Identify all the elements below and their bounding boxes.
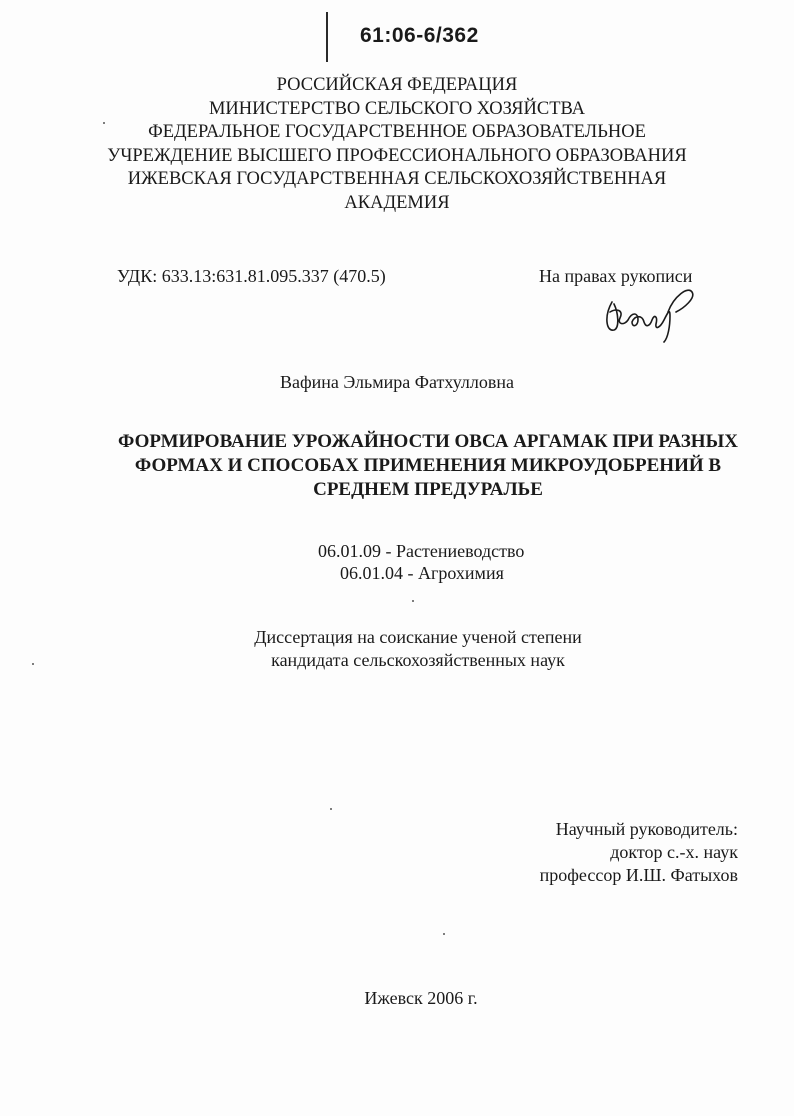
scan-speck: [32, 663, 34, 665]
scan-speck: [412, 600, 414, 602]
margin-line: [326, 12, 328, 62]
title-line: ФОРМАХ И СПОСОБАХ ПРИМЕНЕНИЯ МИКРОУДОБРЕНИЙ В: [134, 455, 722, 476]
degree-line: Диссертация на соискание ученой степени: [254, 627, 582, 647]
specialty-codes: [318, 540, 524, 584]
specialty-line: 06.01.09 - Растениеводство: [318, 541, 525, 561]
dissertation-title: [0, 430, 794, 502]
specialty-line: 06.01.04 - Агрохимия: [340, 563, 504, 583]
organization-line: МИНИСТЕРСТВО СЕЛЬСКОГО ХОЗЯЙСТВА: [208, 98, 586, 119]
title-line: СРЕДНЕМ ПРЕДУРАЛЬЕ: [313, 479, 543, 500]
udk-code: УДК: 633.13:631.81.095.337 (470.5): [117, 266, 386, 286]
organization-line: РОССИЙСКАЯ ФЕДЕРАЦИЯ: [276, 75, 518, 95]
advisor-line: профессор И.Ш. Фатыхов: [539, 865, 738, 885]
organization-line: ИЖЕВСКАЯ ГОСУДАРСТВЕННАЯ СЕЛЬСКОХОЗЯЙСТВЕННАЯ: [127, 169, 667, 189]
scan-speck: [330, 808, 332, 810]
scan-speck: [443, 933, 445, 935]
title-line: ФОРМИРОВАНИЕ УРОЖАЙНОСТИ ОВСА АРГАМАК ПРИ РАЗНЫХ: [118, 431, 738, 452]
scientific-advisor: [540, 818, 738, 887]
author-signature: [598, 282, 708, 344]
author-name: Вафина Эльмира Фатхулловна: [280, 372, 514, 392]
manuscript-rights: На правах рукописи: [539, 266, 693, 286]
advisor-line: доктор с.-х. наук: [610, 842, 738, 862]
organization-line: УЧРЕЖДЕНИЕ ВЫСШЕГО ПРОФЕССИОНАЛЬНОГО ОБРАЗОВАНИЯ: [107, 145, 687, 166]
degree-statement: [0, 626, 794, 672]
organization-line: ФЕДЕРАЛЬНОЕ ГОСУДАРСТВЕННОЕ ОБРАЗОВАТЕЛЬНОЕ: [148, 122, 646, 142]
city-year: Ижевск 2006 г.: [364, 988, 478, 1008]
organization-line: АКАДЕМИЯ: [344, 192, 450, 213]
library-code-stamp: 61:06-6/362: [360, 24, 479, 47]
organization-header: [0, 74, 794, 215]
degree-line: кандидата сельскохозяйственных наук: [271, 650, 565, 670]
scan-speck: [103, 122, 105, 124]
advisor-line: Научный руководитель:: [555, 819, 738, 839]
